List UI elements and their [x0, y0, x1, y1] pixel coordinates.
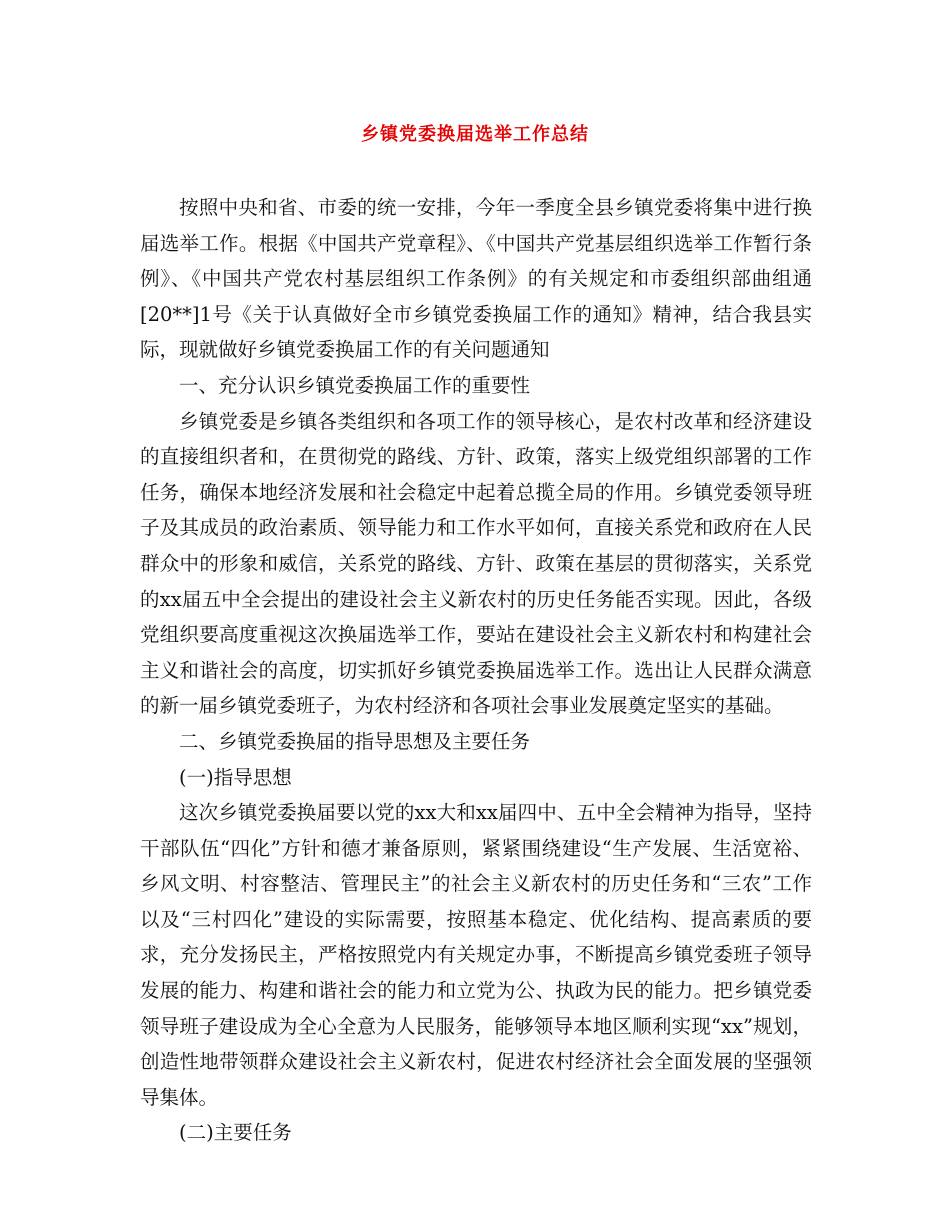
- subsection-heading-guiding-ideology: (一)指导思想: [179, 765, 292, 789]
- section-heading-2: 二、乡镇党委换届的指导思想及主要任务: [179, 729, 531, 753]
- section-heading-1: 一、充分认识乡镇党委换届工作的重要性: [179, 373, 531, 397]
- document-body: [140, 190, 812, 1151]
- document-title: 乡镇党委换届选举工作总结: [361, 124, 589, 145]
- paragraph-guiding-ideology: 这次乡镇党委换届要以党的xx大和xx届四中、五中全会精神为指导，坚持干部队伍“四化”方针和德才兼备原则，紧紧围绕建设“生产发展、生活宽裕、乡风文明、村容整洁、管理民主”的社会主义新农村的历史任务和“三农”工作以及“三村四化”建设的实际需要，按照基本稳定、优化结构、提高素质的要求，充分发扬民主，严格按照党内有关规定办事，不断提高乡镇党委班子领导发展的能力、构建和谐社会的能力和立党为公、执政为民的能力。把乡镇党委领导班子建设成为全心全意为人民服务，能够领导本地区顺利实现“xx”规划，创造性地带领群众建设社会主义新农村，促进农村经济社会全面发展的坚强领导集体。: [140, 801, 812, 1109]
- paragraph-importance: 乡镇党委是乡镇各类组织和各项工作的领导核心，是农村改革和经济建设的直接组织者和，在贯彻党的路线、方针、政策，落实上级党组织部署的工作任务，确保本地经济发展和社会稳定中起着总揽全局的作用。乡镇党委领导班子及其成员的政治素质、领导能力和工作水平如何，直接关系党和政府在人民群众中的形象和威信，关系党的路线、方针、政策在基层的贯彻落实，关系党的xx届五中全会提出的建设社会主义新农村的历史任务能否实现。因此，各级党组织要高度重视这次换届选举工作，要站在建设社会主义新农村和构建社会主义和谐社会的高度，切实抓好乡镇党委换届选举工作。选出让人民群众满意的新一届乡镇党委班子，为农村经济和各项社会事业发展奠定坚实的基础。: [140, 409, 812, 718]
- paragraph-intro: 按照中央和省、市委的统一安排，今年一季度全县乡镇党委将集中进行换届选举工作。根据《中国共产党章程》、《中国共产党基层组织选举工作暂行条例》、《中国共产党农村基层组织工作条例》的有关规定和市委组织部曲组通[20**]1号《关于认真做好全市乡镇党委换届工作的通知》精神，结合我县实际，现就做好乡镇党委换届工作的有关问题通知: [140, 196, 812, 362]
- subsection-heading-main-tasks: (二)主要任务: [179, 1121, 292, 1145]
